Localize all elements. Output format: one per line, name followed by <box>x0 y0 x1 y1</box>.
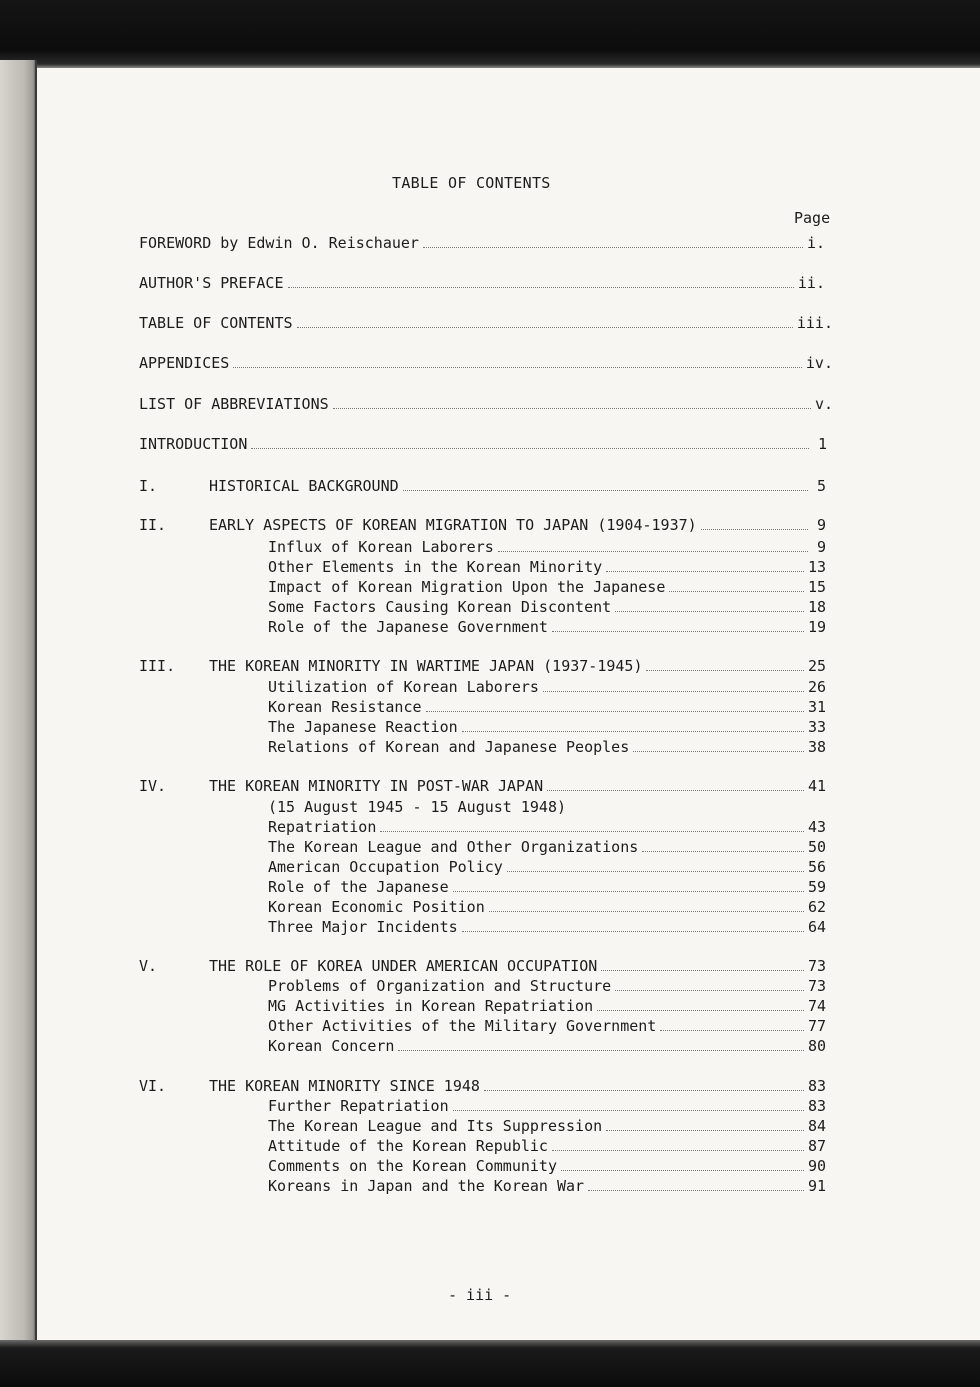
toc-entry-page: 26 <box>807 678 826 696</box>
chapter-title: HISTORICAL BACKGROUND <box>209 477 399 495</box>
chapter-title: THE ROLE OF KOREA UNDER AMERICAN OCCUPATION <box>209 957 598 975</box>
scan-left-border <box>0 60 36 1350</box>
section-title: Other Activities of the Military Government <box>268 1017 657 1035</box>
dot-leader <box>660 1029 804 1031</box>
section-title: Impact of Korean Migration Upon the Japanese <box>268 578 666 596</box>
chapter-number: I. <box>139 477 158 495</box>
dot-leader <box>552 630 804 632</box>
toc-entry-page: 9 <box>816 538 826 556</box>
toc-entry-page: 56 <box>807 858 826 876</box>
toc-entry-page: 91 <box>807 1177 826 1195</box>
toc-section[interactable] <box>268 677 826 697</box>
section-title: Comments on the Korean Community <box>268 1157 557 1175</box>
dot-leader <box>398 1049 804 1051</box>
dot-leader <box>462 730 804 732</box>
dot-leader <box>233 366 802 368</box>
section-title: Role of the Japanese <box>268 878 449 896</box>
dot-leader <box>462 930 804 932</box>
toc-chapter-2[interactable] <box>209 515 826 535</box>
dot-leader <box>288 286 794 288</box>
section-title: Three Major Incidents <box>268 918 458 936</box>
toc-entry-foreword[interactable] <box>139 233 825 253</box>
toc-entry-page: v. <box>814 395 833 413</box>
section-title: Other Elements in the Korean Minority <box>268 558 603 576</box>
toc-entry-label: FOREWORD by Edwin O. Reischauer <box>139 234 419 252</box>
page-title: TABLE OF CONTENTS <box>392 174 551 192</box>
toc-section[interactable] <box>268 557 826 577</box>
section-title: American Occupation Policy <box>268 858 503 876</box>
chapter-number: II. <box>139 516 167 534</box>
scan-top-border <box>0 0 980 68</box>
section-title: Repatriation <box>268 818 377 836</box>
section-title: Utilization of Korean Laborers <box>268 678 539 696</box>
section-title: Relations of Korean and Japanese Peoples <box>268 738 630 756</box>
dot-leader <box>498 550 808 552</box>
toc-section[interactable] <box>268 617 826 637</box>
toc-entry-page: 73 <box>807 957 826 975</box>
dot-leader <box>453 1109 804 1111</box>
toc-entry-page: 50 <box>807 838 826 856</box>
toc-entry-page: 18 <box>807 598 826 616</box>
dot-leader <box>633 750 804 752</box>
dot-leader <box>297 326 793 328</box>
chapter-title: THE KOREAN MINORITY IN POST-WAR JAPAN <box>209 777 544 795</box>
toc-entry-page: 19 <box>807 618 826 636</box>
scan-bottom-border <box>0 1340 980 1387</box>
toc-section[interactable] <box>268 1036 826 1056</box>
toc-entry-label: AUTHOR'S PREFACE <box>139 274 284 292</box>
section-title: Attitude of the Korean Republic <box>268 1137 548 1155</box>
toc-entry-page: ii. <box>797 274 825 292</box>
dot-leader <box>601 969 804 971</box>
dot-leader <box>642 850 804 852</box>
toc-entry-table-of-contents[interactable] <box>139 313 833 333</box>
toc-entry-introduction[interactable] <box>139 434 827 454</box>
toc-section[interactable] <box>268 537 826 557</box>
toc-entry-page: 33 <box>807 718 826 736</box>
toc-section[interactable] <box>268 837 826 857</box>
chapter-title: THE KOREAN MINORITY SINCE 1948 <box>209 1077 480 1095</box>
toc-chapter-6[interactable] <box>209 1076 826 1096</box>
section-title: Further Repatriation <box>268 1097 449 1115</box>
toc-chapter-1[interactable] <box>209 476 826 496</box>
toc-section[interactable] <box>268 597 826 617</box>
dot-leader <box>606 1129 804 1131</box>
toc-entry-abbreviations[interactable] <box>139 394 833 414</box>
toc-entry-page: 64 <box>807 918 826 936</box>
toc-section[interactable] <box>268 976 826 996</box>
toc-section[interactable] <box>268 697 826 717</box>
toc-section[interactable] <box>268 1136 826 1156</box>
toc-entry-page: 83 <box>807 1077 826 1095</box>
toc-entry-page: 25 <box>807 657 826 675</box>
toc-chapter-5[interactable] <box>209 956 826 976</box>
dot-leader <box>543 690 804 692</box>
toc-entry-page: 80 <box>807 1037 826 1055</box>
toc-section[interactable] <box>268 737 826 757</box>
chapter-title: THE KOREAN MINORITY IN WARTIME JAPAN (1937-1945) <box>209 657 643 675</box>
toc-entry-label: INTRODUCTION <box>139 435 248 453</box>
toc-section[interactable] <box>268 577 826 597</box>
dot-leader <box>669 590 804 592</box>
page-column-header: Page <box>794 209 831 227</box>
dot-leader <box>507 870 804 872</box>
section-title: Koreans in Japan and the Korean War <box>268 1177 585 1195</box>
dot-leader <box>561 1169 804 1171</box>
toc-entry-page: 90 <box>807 1157 826 1175</box>
chapter-number: IV. <box>139 777 167 795</box>
dot-leader <box>606 570 804 572</box>
dot-leader <box>588 1189 804 1191</box>
section-title: Problems of Organization and Structure <box>268 977 612 995</box>
toc-section[interactable] <box>268 1156 826 1176</box>
toc-entry-page: 43 <box>807 818 826 836</box>
toc-entry-label: LIST OF ABBREVIATIONS <box>139 395 329 413</box>
dot-leader <box>489 910 804 912</box>
section-title: MG Activities in Korean Repatriation <box>268 997 594 1015</box>
dot-leader <box>403 489 808 491</box>
toc-entry-page: iv. <box>805 354 833 372</box>
toc-section[interactable] <box>268 857 826 877</box>
toc-entry-page: 59 <box>807 878 826 896</box>
toc-entry-authors-preface[interactable] <box>139 273 825 293</box>
toc-entry-page: 77 <box>807 1017 826 1035</box>
section-title: Korean Economic Position <box>268 898 485 916</box>
toc-entry-appendices[interactable] <box>139 353 833 373</box>
toc-entry-page: 15 <box>807 578 826 596</box>
dot-leader <box>333 407 811 409</box>
toc-entry-page: 38 <box>807 738 826 756</box>
section-title: Some Factors Causing Korean Discontent <box>268 598 612 616</box>
section-title: Korean Concern <box>268 1037 395 1055</box>
dot-leader <box>251 447 809 449</box>
toc-entry-page: 9 <box>816 516 826 534</box>
toc-section[interactable] <box>268 717 826 737</box>
dot-leader <box>701 528 808 530</box>
chapter-number: VI. <box>139 1077 167 1095</box>
toc-section[interactable] <box>268 877 826 897</box>
toc-entry-page: 13 <box>807 558 826 576</box>
toc-section[interactable] <box>268 1016 826 1036</box>
toc-section[interactable] <box>268 897 826 917</box>
toc-entry-page: 87 <box>807 1137 826 1155</box>
toc-entry-page: 62 <box>807 898 826 916</box>
dot-leader <box>597 1009 804 1011</box>
toc-entry-page: 5 <box>816 477 826 495</box>
toc-section[interactable] <box>268 1116 826 1136</box>
toc-entry-page: 1 <box>817 435 827 453</box>
page-number-footer: - iii - <box>448 1286 512 1304</box>
section-title: The Japanese Reaction <box>268 718 458 736</box>
toc-entry-page: 31 <box>807 698 826 716</box>
toc-entry-label: APPENDICES <box>139 354 230 372</box>
toc-chapter-4[interactable] <box>209 776 826 796</box>
dot-leader <box>423 246 803 248</box>
chapter-number: III. <box>139 657 176 675</box>
toc-entry-page: 41 <box>807 777 826 795</box>
chapter-subtitle: (15 August 1945 - 15 August 1948) <box>268 798 567 816</box>
toc-entry-page: iii. <box>796 314 833 332</box>
section-title: The Korean League and Other Organizations <box>268 838 639 856</box>
dot-leader <box>646 669 803 671</box>
toc-section[interactable] <box>268 817 826 837</box>
toc-entry-label: TABLE OF CONTENTS <box>139 314 293 332</box>
toc-entry-page: 84 <box>807 1117 826 1135</box>
section-title: Korean Resistance <box>268 698 422 716</box>
toc-chapter-3[interactable] <box>209 656 826 676</box>
toc-section[interactable] <box>268 996 826 1016</box>
dot-leader <box>426 710 804 712</box>
dot-leader <box>484 1089 804 1091</box>
dot-leader <box>615 610 804 612</box>
toc-entry-page: i. <box>806 234 825 252</box>
section-title: The Korean League and Its Suppression <box>268 1117 603 1135</box>
dot-leader <box>552 1149 804 1151</box>
chapter-number: V. <box>139 957 158 975</box>
toc-entry-page: 83 <box>807 1097 826 1115</box>
chapter-title: EARLY ASPECTS OF KOREAN MIGRATION TO JAPAN (1904-1937) <box>209 516 697 534</box>
toc-section[interactable] <box>268 917 826 937</box>
toc-entry-page: 73 <box>807 977 826 995</box>
dot-leader <box>547 789 804 791</box>
dot-leader <box>615 989 804 991</box>
toc-entry-page: 74 <box>807 997 826 1015</box>
section-title: Influx of Korean Laborers <box>268 538 494 556</box>
dot-leader <box>453 890 804 892</box>
toc-section[interactable] <box>268 1096 826 1116</box>
section-title: Role of the Japanese Government <box>268 618 548 636</box>
dot-leader <box>380 830 804 832</box>
toc-section[interactable] <box>268 1176 826 1196</box>
